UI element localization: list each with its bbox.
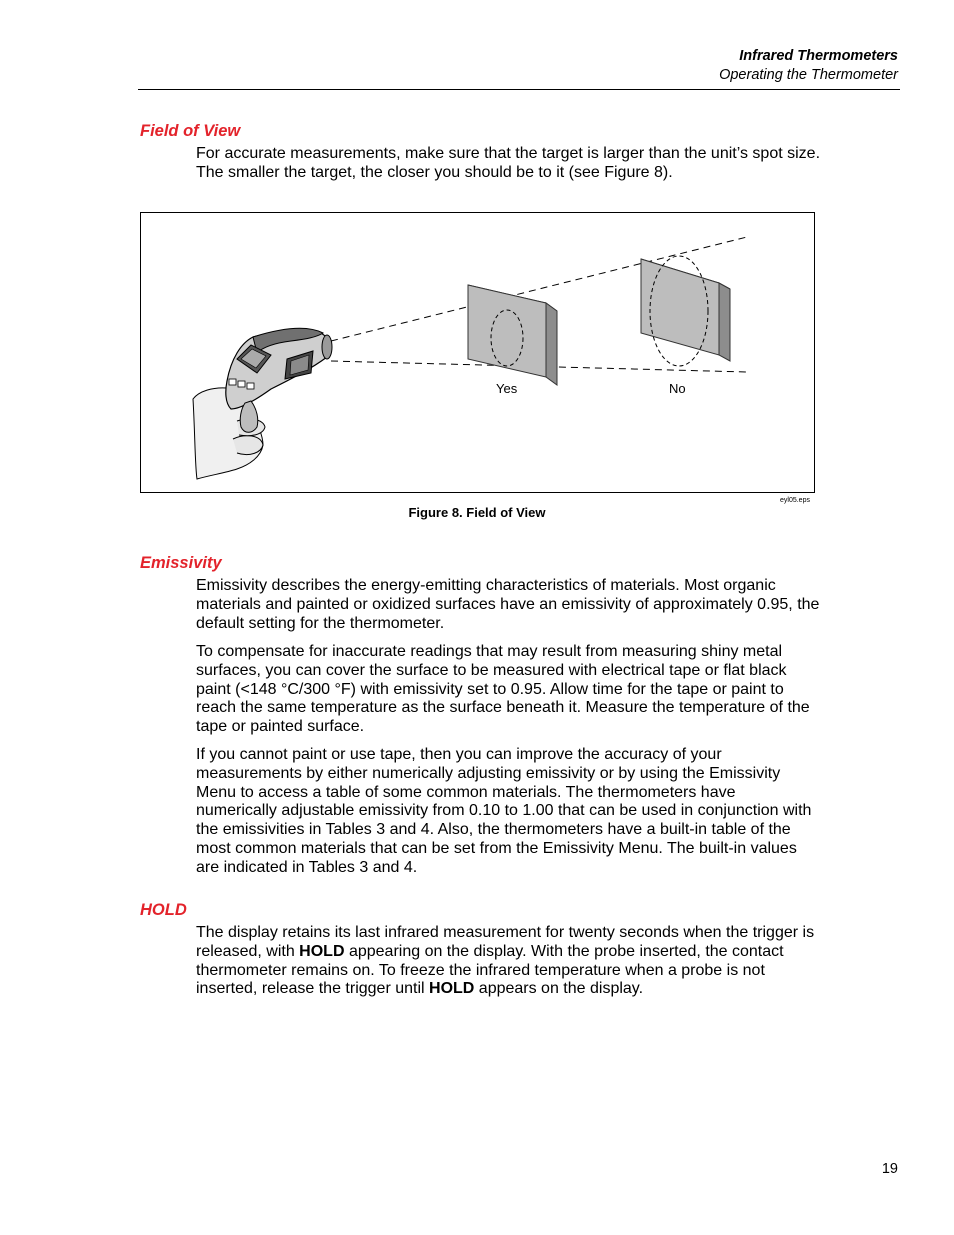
hand-thermometer-illustration (193, 328, 332, 479)
field-of-view-illustration (141, 213, 814, 492)
emissivity-text-1: Emissivity describes the energy-emitting characteristics of materials. Most organic materials and painted or oxidized surfaces have an emissivity of approximately 0.95, the default setting for the thermometer. (196, 577, 820, 632)
hold-text-2: appearing on the display. With the probe inserted, the contact thermometer remains on. To freeze the infrared temperature when a probe is not inserted, release the trigger until (196, 942, 784, 998)
paragraph-emissivity-2 (196, 643, 820, 737)
running-header-subtitle: Operating the Thermometer (719, 67, 898, 83)
hold-text-1: The display retains its last infrared measurement for twenty seconds when the trigger is released, with (196, 924, 815, 960)
paragraph-field-of-view (196, 145, 820, 183)
paragraph-emissivity-3 (196, 746, 820, 878)
paragraph-hold (196, 924, 820, 999)
emissivity-text-3: If you cannot paint or use tape, then you can improve the accuracy of your measurements by either numerically adjusting emissivity or by using the Emissivity Menu to access a table of some common materials. The thermometers have numerically adjustable emissivity from 0.10 to 1.00 that can be used in conjunction with the emissivities in Tables 3 and 4. Also, the thermometers have a built-in table of the most common materials that can be set from the Emissivity Menu. The built-in values are indicated in Tables 3 and 4. (196, 746, 812, 876)
emissivity-text-2: To compensate for inaccurate readings that may result from measuring shiny metal surfaces, you can cover the surface to be measured with electrical tape or flat black paint (<148 °C/300 °F) with emissivity set to 0.95. Allow time for the tape or paint to reach the same temperature as the surface beneath it. Measure the temperature of the tape or painted surface. (196, 643, 810, 736)
hold-bold-1: HOLD (299, 942, 345, 960)
paragraph-emissivity-1 (196, 577, 820, 633)
hold-bold-2: HOLD (429, 980, 475, 998)
field-of-view-text: For accurate measurements, make sure that the target is larger than the unit’s spot size. The smaller the target, the closer you should be to it (see Figure 8). (196, 145, 821, 181)
figure-file-id: eyl05.eps (780, 497, 810, 504)
header-rule (138, 89, 900, 90)
hold-text (196, 924, 820, 999)
hold-text-3: appears on the display. (474, 980, 644, 998)
heading-hold: HOLD (140, 901, 187, 919)
heading-field-of-view: Field of View (140, 122, 241, 140)
field-of-view-figure (140, 212, 815, 493)
heading-emissivity: Emissivity (140, 554, 222, 572)
target-no (641, 256, 730, 366)
page-number: 19 (881, 1161, 898, 1177)
label-no: No (669, 381, 686, 396)
running-header-title: Infrared Thermometers (739, 48, 898, 64)
label-yes: Yes (496, 381, 518, 396)
figure-caption: Figure 8. Field of View (408, 505, 546, 520)
target-yes (468, 285, 557, 385)
